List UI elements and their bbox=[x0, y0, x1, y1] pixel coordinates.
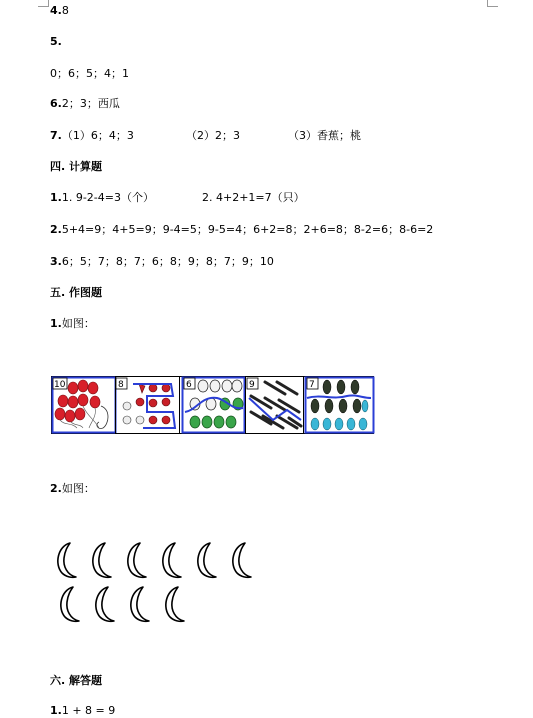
answer-7-part-2: （2）2；3 bbox=[186, 129, 240, 142]
calc-answer-1-part-2: 2. 4+2+1=7（只） bbox=[202, 191, 305, 204]
panel-count-label: 9 bbox=[249, 380, 255, 390]
answer-7: 7.（1）6；4；3 bbox=[50, 129, 134, 142]
section-5-title: 五. 作图题 bbox=[50, 286, 103, 299]
answer-5-heading: 5. bbox=[50, 35, 62, 48]
moons-figure bbox=[54, 540, 258, 624]
answer-4: 4.8 bbox=[50, 4, 69, 17]
solve-answer-1: 1.1 + 8 = 9 bbox=[50, 704, 116, 717]
section-6-title: 六. 解答题 bbox=[50, 674, 103, 687]
panel-count-label: 10 bbox=[54, 380, 66, 390]
page-corner-mark-left bbox=[38, 0, 49, 7]
answer-5-text: 0；6；5；4；1 bbox=[50, 67, 129, 80]
answer-7-part-3: （3）香蕉；桃 bbox=[288, 129, 361, 142]
panel-count-label: 8 bbox=[118, 380, 124, 390]
section-4-title: 四. 计算题 bbox=[50, 160, 103, 173]
crescent-moon-icon bbox=[58, 543, 251, 621]
panel-count-label: 7 bbox=[309, 380, 315, 390]
calc-answer-1: 1.1. 9-2-4=3（个） bbox=[50, 191, 154, 204]
answer-6: 6.2；3；西瓜 bbox=[50, 97, 120, 110]
counting-figure bbox=[51, 376, 375, 436]
drawing-answer-2: 2.如图： bbox=[50, 482, 95, 495]
page-corner-mark-right bbox=[487, 0, 498, 7]
calc-answer-2: 2.5+4=9；4+5=9；9-4=5；9-5=4；6+2=8；2+6=8；8-2=6；8-6=2 bbox=[50, 223, 434, 236]
calc-answer-3: 3.6；5；7；8；7；6；8；9；8；7；9；10 bbox=[50, 255, 274, 268]
drawing-answer-1: 1.如图： bbox=[50, 317, 95, 330]
panel-count-label: 6 bbox=[186, 380, 192, 390]
